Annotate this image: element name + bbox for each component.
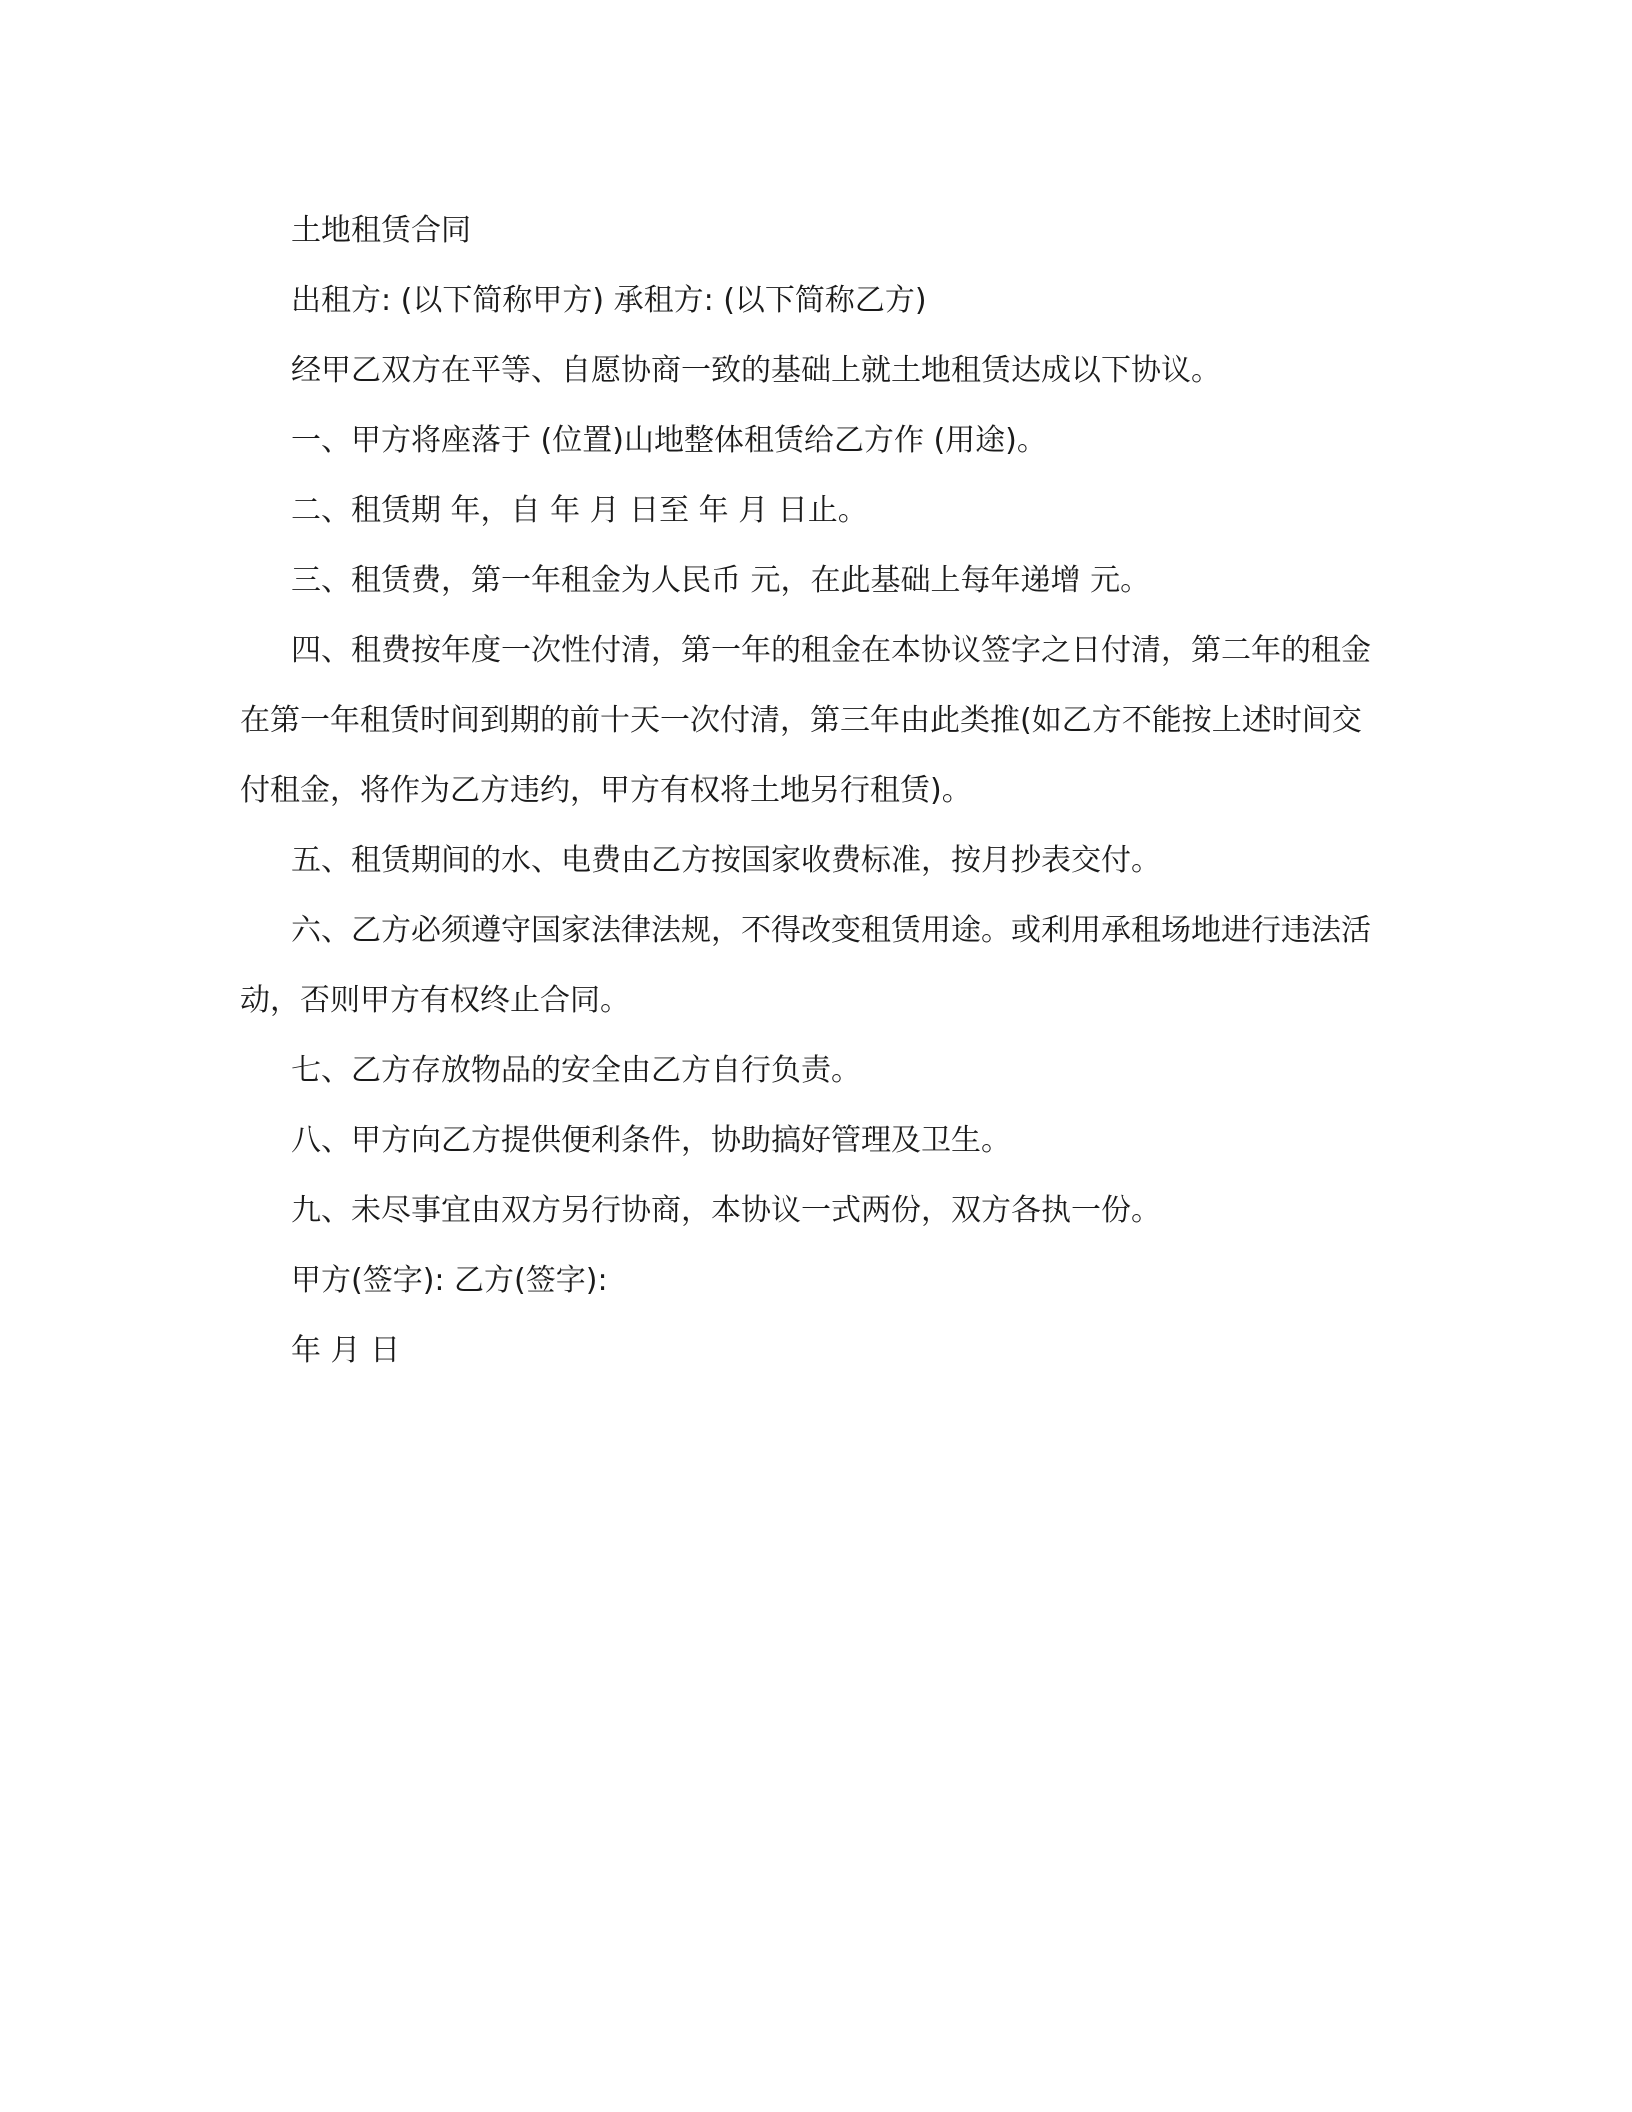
clause-1: 一、甲方将座落于 (位置)山地整体租赁给乙方作 (用途)。 (291, 423, 1047, 458)
signature-line: 甲方(签字): 乙方(签字): (291, 1263, 608, 1298)
preamble: 经甲乙双方在平等、自愿协商一致的基础上就土地租赁达成以下协议。 (291, 353, 1221, 388)
clause-2: 二、租赁期 年，自 年 月 日至 年 月 日止。 (291, 493, 868, 528)
clause-5: 五、租赁期间的水、电费由乙方按国家收费标准，按月抄表交付。 (291, 843, 1161, 878)
date-line: 年 月 日 (291, 1333, 401, 1368)
clause-4: 四、租费按年度一次性付清，第一年的租金在本协议签字之日付清，第二年的租金在第一年租赁时间到期的前十天一次付清，第三年由此类推(如乙方不能按上述时间交付租金，将作为乙方违约，甲方有权将土地另行租赁)。 (240, 633, 1371, 808)
clause-8: 八、甲方向乙方提供便利条件，协助搞好管理及卫生。 (291, 1123, 1011, 1158)
parties-line: 出租方: (以下简称甲方) 承租方: (以下简称乙方) (291, 283, 927, 318)
document-title: 土地租赁合同 (291, 213, 471, 248)
clause-7: 七、乙方存放物品的安全由乙方自行负责。 (291, 1053, 861, 1088)
document-body (240, 196, 1375, 1386)
clause-3: 三、租赁费，第一年租金为人民币 元，在此基础上每年递增 元。 (291, 563, 1151, 598)
clause-6: 六、乙方必须遵守国家法律法规，不得改变租赁用途。或利用承租场地进行违法活动，否则甲方有权终止合同。 (240, 913, 1371, 1018)
clause-9: 九、未尽事宜由双方另行协商，本协议一式两份，双方各执一份。 (291, 1193, 1161, 1228)
